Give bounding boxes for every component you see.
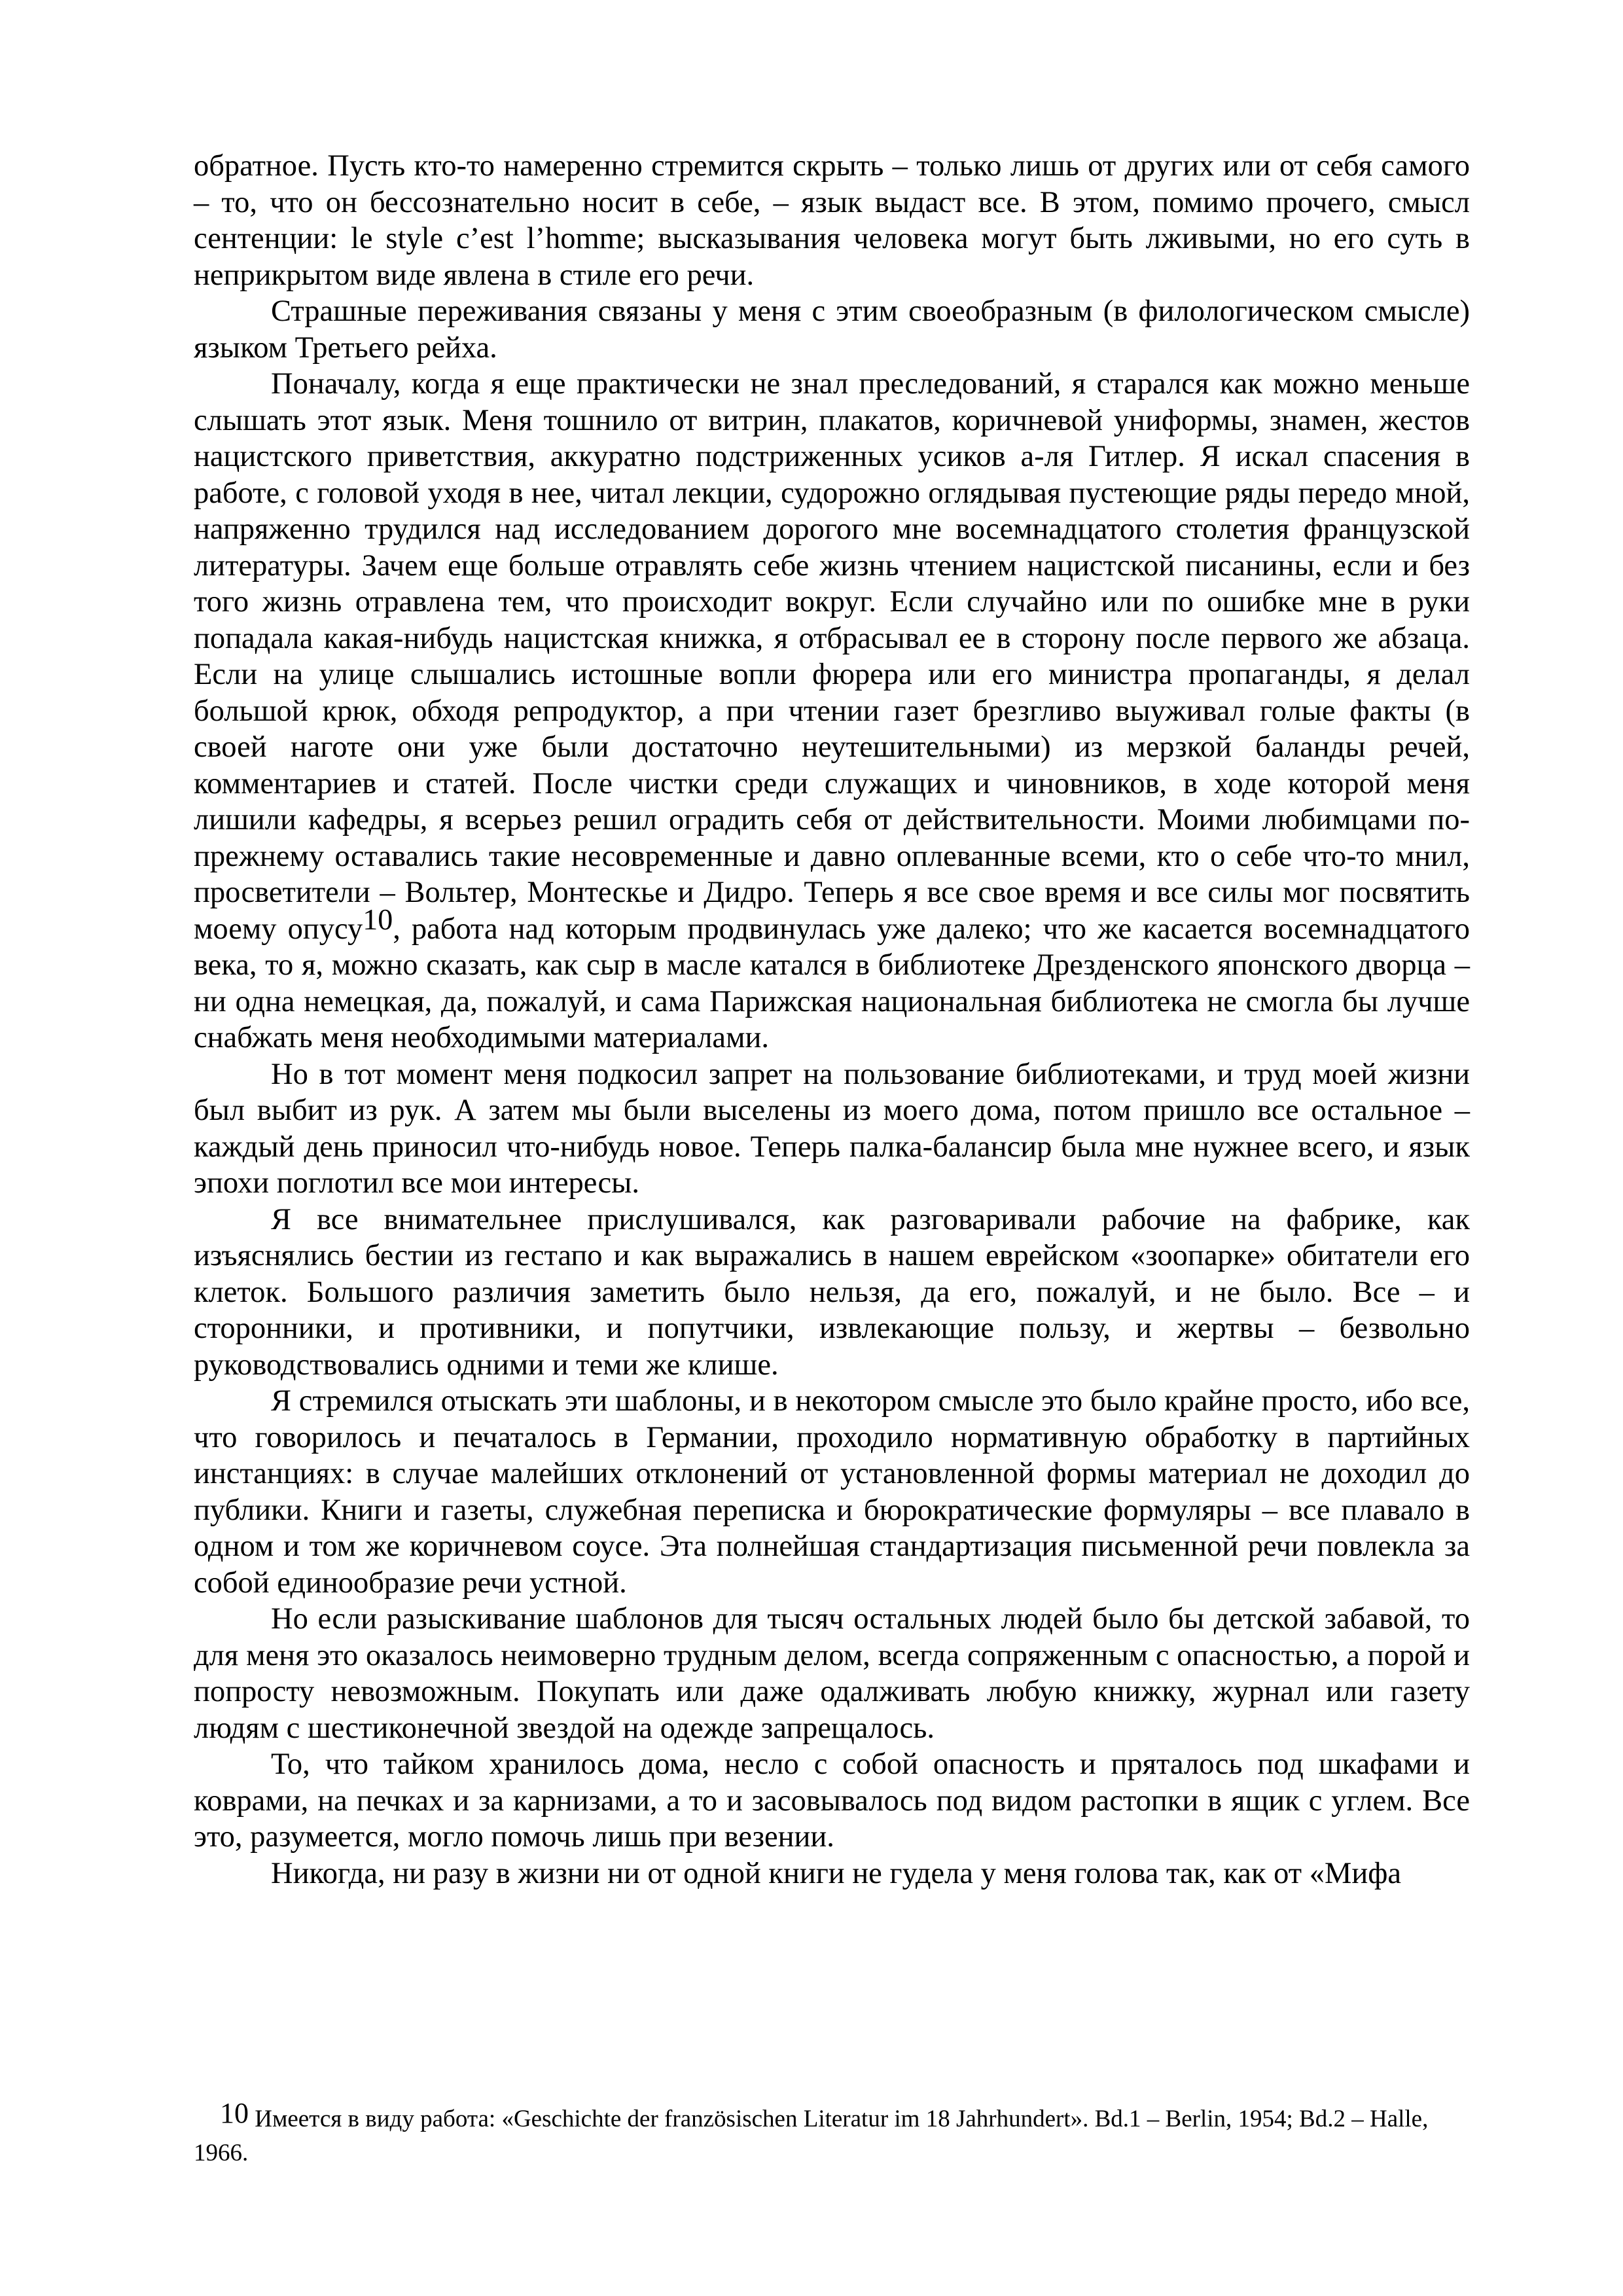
paragraph-6: Я стремился отыскать эти шаблоны, и в некотором смысле это было крайне просто, ибо все, что говорилось и печаталось в Германии, проходило нормативную обработку в партийных инстанциях: в случае малейших отклонений от установленной формы материал не доходил до публики. Книги и газеты, служебная переписка и бюрократические формуляры – все плавало в одном и том же коричневом соусе. Эта полнейшая стандартизация письменной речи повлекла за собой единообразие речи устной. [194, 1384, 1470, 1600]
paragraph-3-continuation: , работа над которым продвинулась уже далеко; что же касается восемнадцатого века, то я, можно сказать, как сыр в масле катался в библиотеке Дрезденского японского дворца – ни одна немецкая, да, пожалуй, и сама Парижская национальная библиотека не смогла бы лучше снабжать меня необходимыми материалами. [194, 912, 1470, 1054]
paragraph-4: Но в тот момент меня подкосил запрет на пользование библиотеками, и труд моей жизни был выбит из рук. А затем мы были выселены из моего дома, потом пришло все остальное – каждый день приносил что-нибудь новое. Теперь палка-балансир была мне нужнее всего, и язык эпохи поглотил все мои интересы. [194, 1057, 1470, 1200]
paragraph-9: Никогда, ни разу в жизни ни от одной книги не гудела у меня голова так, как от «Мифа [271, 1856, 1401, 1890]
footnote [194, 2097, 1470, 2170]
footnote-reference[interactable]: 10 [363, 902, 393, 936]
paragraph-3-text: Поначалу, когда я еще практически не знал преследований, я старался как можно меньше слышать этот язык. Меня тошнило от витрин, плакатов, коричневой униформы, знамен, жестов нацистского приветствия, аккуратно подстриженных усиков а-ля Гитлер. Я искал спасения в работе, с головой уходя в нее, читал лекции, судорожно оглядывая пустеющие ряды передо мной, напряженно трудился над исследованием дорогого мне восемнадцатого столетия французской литературы. Зачем еще больше отравлять себе жизнь чтением нацистской писанины, если и без того жизнь отравлена тем, что происходит вокруг. Если случайно или по ошибке мне в руки попадала какая-нибудь нацистская книжка, я отбрасывал ее в сторону после первого же абзаца. Если на улице слышались истошные вопли фюрера или его министра пропаганды, я делал большой крюк, обходя репродуктор, а при чтении газет брезгливо выуживал голые факты (в своей наготе они уже были достаточно неутешительными) из мерзкой баланды речей, комментариев и статей. После чистки среди служащих и чиновников, в ходе которой меня лишили кафедры, я всерьез решил оградить себя от действительности. Моими любимцами по-прежнему оставались такие несовременные и давно оплеванные всеми, кто о себе что-то мнил, просветители – Вольтер, Монтескье и Дидро. Теперь я все свое время и все силы мог посвятить моему опусу [194, 367, 1470, 946]
paragraph-5: Я все внимательнее прислушивался, как разговаривали рабочие на фабрике, как изъяснялись бестии из гестапо и как выражались в нашем еврейском «зоопарке» обитатели его клеток. Большого различия заметить было нельзя, да его, пожалуй, и не было. Все – и сторонники, и противники, и попутчики, извлекающие пользу, и жертвы – безвольно руководствовались одними и теми же клише. [194, 1202, 1470, 1382]
paragraph-7: Но если разыскивание шаблонов для тысяч остальных людей было бы детской забавой, то для меня это оказалось неимоверно трудным делом, всегда сопряженным с опасностью, а порой и попросту невозможным. Покупать или даже одалживать любую книжку, журнал или газету людям с шестиконечной звездой на одежде запрещалось. [194, 1602, 1470, 1745]
paragraph-2: Страшные переживания связаны у меня с этим своеобразным (в филологическом смысле) языком Третьего рейха. [194, 295, 1470, 365]
paragraph-3 [194, 366, 1470, 1056]
footnote-number: 10 [220, 2097, 249, 2129]
paragraph-1: обратное. Пусть кто-то намеренно стремится скрыть – только лишь от других или от себя самого – то, что он бессознательно носит в себе, – язык выдаст все. В этом, помимо прочего, смысл сентенции: le style c’est l’homme; высказывания человека могут быть лживыми, но его суть в неприкрытом виде явлена в стиле его речи. [194, 149, 1470, 292]
page-body [194, 148, 1470, 1892]
paragraph-8: То, что тайком хранилось дома, несло с собой опасность и пряталось под шкафами и коврами, на печках и за карнизами, а то и засовывалось под видом растопки в ящик с углем. Все это, разумеется, могло помочь лишь при везении. [194, 1748, 1470, 1854]
footnote-text: Имеется в виду работа: «Geschichte der französischen Literatur im 18 Jahrhundert». Bd.1 – Berlin, 1954; Bd.2 – Halle, 1966. [194, 2106, 1429, 2166]
